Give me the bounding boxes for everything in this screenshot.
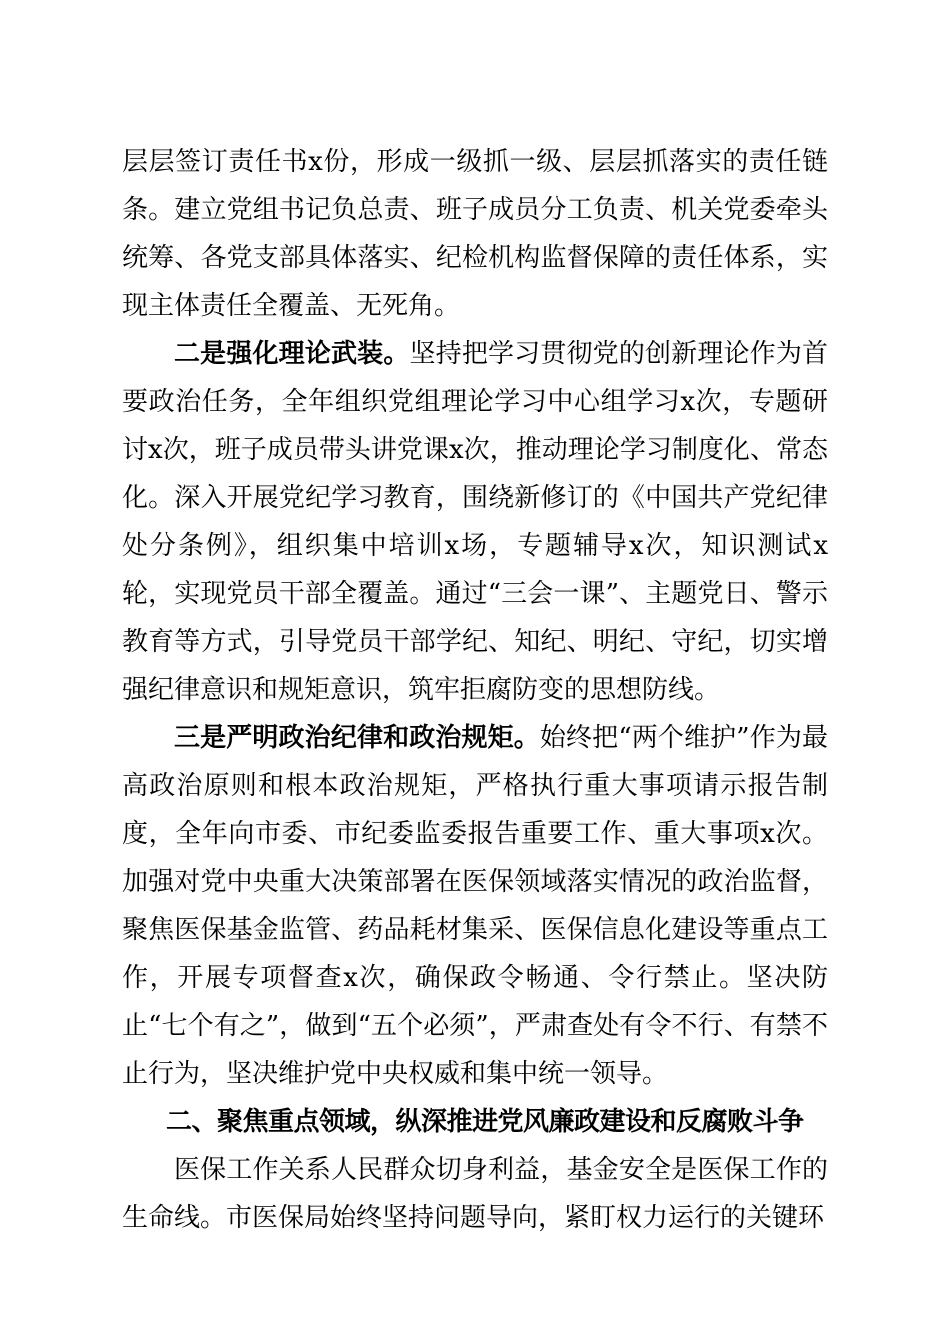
paragraph-lead-discipline: 三是严明政治纪律和政治规矩。 <box>174 723 540 753</box>
paragraph-body-theory: 坚持把学习贯彻党的创新理论作为首要政治任务，全年组织党组理论学习中心组学习x次，专题研讨x次，班子成员带头讲党课x次，推动理论学习制度化、常态化。深入开展党纪学习教育，围绕新修订的《中国共产党纪律处分条例》，组织集中培训x场，专题辅导x次，知识测试x轮，实现党员干部全覆盖。通过“三会一课”、主题党日、警示教育等方式，引导党员干部学纪、知纪、明纪、守纪，切实增强纪律意识和规矩意识，筑牢拒腐防变的思想防线。 <box>122 339 828 705</box>
paragraph-political-discipline <box>122 714 828 1098</box>
paragraph-responsibility-chain: 层层签订责任书x份，形成一级抓一级、层层抓落实的责任链条。建立党组书记负总责、班子成员分工负责、机关党委牵头统筹、各党支部具体落实、纪检机构监督保障的责任体系，实现主体责任全覆盖、无死角。 <box>122 147 828 321</box>
paragraph-theory-study <box>122 330 828 714</box>
document-page <box>122 138 828 1242</box>
paragraph-body-discipline: 始终把“两个维护”作为最高政治原则和根本政治规矩，严格执行重大事项请示报告制度，全年向市委、市纪委监委报告重要工作、重大事项x次。加强对党中央重大决策部署在医保领域落实情况的政治监督，聚焦医保基金监管、药品耗材集采、医保信息化建设等重点工作，开展专项督查x次，确保政令畅通、令行禁止。坚决防止“七个有之”，做到“五个必须”，严肃查处有令不行、有禁不止行为，坚决维护党中央权威和集中统一领导。 <box>122 723 828 1089</box>
section-heading-2: 二、聚焦重点领域，纵深推进党风廉政建设和反腐败斗争 <box>166 1107 804 1137</box>
paragraph-lead-theory: 二是强化理论武装。 <box>174 339 410 369</box>
paragraph-medical-insurance: 医保工作关系人民群众切身利益，基金安全是医保工作的生命线。市医保局始终坚持问题导向，紧盯权力运行的关键环 <box>122 1155 828 1233</box>
